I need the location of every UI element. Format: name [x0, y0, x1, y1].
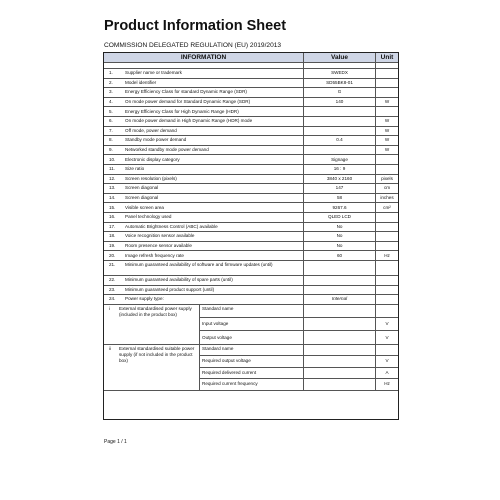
psu-row-label: Required current frequency — [199, 378, 304, 390]
row-label — [104, 285, 304, 295]
row-value: 0.4 — [304, 135, 376, 145]
row-number: 1. — [109, 70, 113, 76]
row-label-text: Power supply type: — [125, 296, 164, 302]
row-unit: Hz — [384, 252, 390, 258]
psu-row-label: Standard name — [199, 344, 304, 356]
row-label-text: Electronic display category — [125, 156, 180, 162]
row-label — [104, 106, 304, 116]
row-value: 60 — [304, 250, 376, 260]
row-value: Signage — [304, 154, 376, 164]
row-number: 24. — [109, 296, 116, 302]
row-unit: W — [384, 118, 390, 124]
row-label-text: Automatic Brightness Control (ABC) available — [125, 223, 218, 229]
row-label — [104, 116, 304, 126]
row-number: 22. — [109, 277, 116, 283]
row-label-text: Networked standby mode power demand — [125, 147, 209, 153]
regulation-subtitle: COMMISSION DELEGATED REGULATION (EU) 2019/2013 — [104, 42, 282, 49]
psu-block-label — [104, 304, 199, 344]
row-label-text: Off mode, power demand — [125, 127, 177, 133]
row-label — [104, 193, 304, 203]
row-unit: inches — [380, 195, 394, 201]
row-number: 3. — [109, 89, 113, 95]
row-label-text: Model identifier — [125, 79, 157, 85]
row-label — [104, 260, 304, 275]
row-value — [304, 126, 376, 136]
row-label — [104, 174, 304, 184]
row-label-text: Size ratio — [125, 166, 145, 172]
header-unit: Unit — [380, 54, 394, 61]
row-label — [104, 97, 304, 107]
row-label-text: Room presence sensor available — [125, 243, 192, 249]
row-label-text: Minimum guaranteed availability of spare parts (until) — [125, 277, 233, 283]
row-value: G — [304, 87, 376, 97]
row-unit: W — [384, 147, 390, 153]
row-unit — [376, 275, 398, 285]
row-value — [304, 275, 376, 285]
row-number: 15. — [109, 204, 116, 210]
row-label-text: On mode power demand for Standard Dynamic Range (SDR) — [125, 99, 251, 105]
psu-row-label: Standard name — [199, 304, 304, 317]
row-value: 9267.6 — [304, 202, 376, 212]
row-number: 10. — [109, 156, 116, 162]
row-label — [104, 294, 304, 304]
row-label-text: Image refresh frequency rate — [125, 252, 184, 258]
row-label — [104, 164, 304, 174]
row-unit — [376, 231, 398, 241]
row-label-text: Minimum guaranteed product support (until) — [125, 286, 215, 292]
psu-row-value — [304, 317, 376, 330]
page-title: Product Information Sheet — [104, 18, 287, 34]
psu-row — [199, 378, 398, 390]
psu-row-unit — [376, 344, 398, 356]
psu-row-label: Required output voltage — [199, 355, 304, 367]
row-value — [304, 145, 376, 155]
psu-row-unit: V — [385, 358, 389, 364]
row-unit: cm — [383, 185, 391, 191]
row-label-text: Supplier name or trademark — [125, 70, 182, 76]
row-number: 12. — [109, 175, 116, 181]
row-unit — [376, 154, 398, 164]
row-label — [104, 78, 304, 88]
row-value — [304, 285, 376, 295]
row-label — [104, 250, 304, 260]
row-label — [104, 135, 304, 145]
row-unit — [376, 212, 398, 222]
row-label-text: Standby mode power demand — [125, 137, 187, 143]
psu-row-unit — [376, 304, 398, 317]
psu-row-value — [304, 367, 376, 379]
psu-label-text: External standardised power supply (included in the product box) — [119, 305, 192, 317]
row-unit — [376, 68, 398, 78]
psu-row — [199, 317, 398, 331]
product-info-table — [103, 52, 399, 420]
row-label-text: Visible screen area — [125, 204, 164, 210]
psu-block-body — [104, 344, 398, 391]
row-unit — [376, 78, 398, 88]
row-value: SWEDX — [304, 68, 376, 78]
row-unit: cm² — [383, 204, 391, 210]
psu-label-text: External standardised suitable power supply (if not included in the product box) — [119, 345, 195, 363]
row-label-text: Screen resolution (pixels) — [125, 175, 177, 181]
row-number: 19. — [109, 243, 116, 249]
row-number: 14. — [109, 195, 116, 201]
psu-number: ii — [109, 345, 112, 351]
row-unit: pixels — [381, 175, 393, 181]
row-value — [304, 116, 376, 126]
row-value: QLED LCD — [304, 212, 376, 222]
psu-row — [199, 304, 398, 318]
header-value: Value — [304, 53, 376, 62]
row-unit — [376, 164, 398, 174]
psu-block-label — [104, 344, 199, 390]
psu-row-unit: A — [385, 369, 389, 375]
row-value — [304, 260, 376, 275]
psu-row-value — [304, 378, 376, 390]
row-number: 13. — [109, 185, 116, 191]
row-label — [104, 126, 304, 136]
row-unit — [376, 222, 398, 232]
psu-row-label: Required delivered current — [199, 367, 304, 379]
psu-row-value — [304, 355, 376, 367]
row-number: 18. — [109, 233, 116, 239]
row-label-text: Energy Efficiency Class for High Dynamic Range (HDR) — [125, 108, 239, 114]
row-unit — [376, 285, 398, 295]
row-value: 16 : 9 — [304, 164, 376, 174]
row-unit — [376, 106, 398, 116]
row-number: 20. — [109, 252, 116, 258]
row-number: 7. — [109, 127, 113, 133]
psu-row-value — [304, 330, 376, 343]
row-unit: W — [384, 127, 390, 133]
row-label-text: Panel technology used — [125, 214, 172, 220]
row-value: SD55BK8-01 — [304, 78, 376, 88]
row-unit: W — [384, 99, 390, 105]
row-number: 2. — [109, 79, 113, 85]
row-number: 8. — [109, 137, 113, 143]
row-number: 23. — [109, 286, 116, 292]
row-value: 147 — [304, 183, 376, 193]
row-unit: W — [384, 137, 390, 143]
row-value: 3840 x 2160 — [304, 174, 376, 184]
row-label — [104, 87, 304, 97]
row-label — [104, 183, 304, 193]
row-unit — [376, 260, 398, 275]
row-value: 58 — [304, 193, 376, 203]
row-label-text: On mode power demand in High Dynamic Range (HDR) mode — [125, 118, 253, 124]
row-value: Internal — [304, 294, 376, 304]
row-label — [104, 154, 304, 164]
row-label-text: Screen diagonal — [125, 195, 159, 201]
row-number: 9. — [109, 147, 113, 153]
page-footer: Page 1 / 1 — [104, 439, 127, 445]
row-label-text: Voice recognition sensor available — [125, 233, 195, 239]
psu-row-unit: V — [385, 334, 389, 340]
row-value: No — [304, 241, 376, 251]
row-label-text: Minimum guaranteed availability of software and firmware updates (until) — [125, 262, 273, 267]
row-value: No — [304, 222, 376, 232]
psu-row-unit: V — [385, 321, 389, 327]
row-number: 4. — [109, 99, 113, 105]
row-unit — [376, 87, 398, 97]
row-label — [104, 222, 304, 232]
row-value — [304, 106, 376, 116]
row-number: 5. — [109, 108, 113, 114]
row-label — [104, 212, 304, 222]
psu-row — [199, 330, 398, 343]
row-value: No — [304, 231, 376, 241]
row-unit — [376, 241, 398, 251]
row-label — [104, 231, 304, 241]
psu-row-label: Output voltage — [199, 330, 304, 343]
psu-row-unit: Hz — [384, 381, 390, 387]
row-label — [104, 202, 304, 212]
header-information: INFORMATION — [104, 53, 304, 62]
psu-row-value — [304, 344, 376, 356]
row-number: 21. — [109, 262, 116, 267]
psu-number: i — [109, 305, 111, 311]
psu-row-value — [304, 304, 376, 317]
row-number: 17. — [109, 223, 116, 229]
row-label — [104, 145, 304, 155]
row-unit — [376, 294, 398, 304]
psu-block-body — [104, 304, 398, 345]
row-label — [104, 275, 304, 285]
row-number: 16. — [109, 214, 116, 220]
row-label-text: Energy Efficiency Class for standard Dynamic Range (SDR) — [125, 89, 247, 95]
table-row — [104, 260, 398, 276]
row-number: 6. — [109, 118, 113, 124]
row-label — [104, 68, 304, 78]
row-value: 140 — [304, 97, 376, 107]
row-number: 11. — [109, 166, 116, 172]
row-label-text: Screen diagonal — [125, 185, 159, 191]
psu-row-label: Input voltage — [199, 317, 304, 330]
row-label — [104, 241, 304, 251]
